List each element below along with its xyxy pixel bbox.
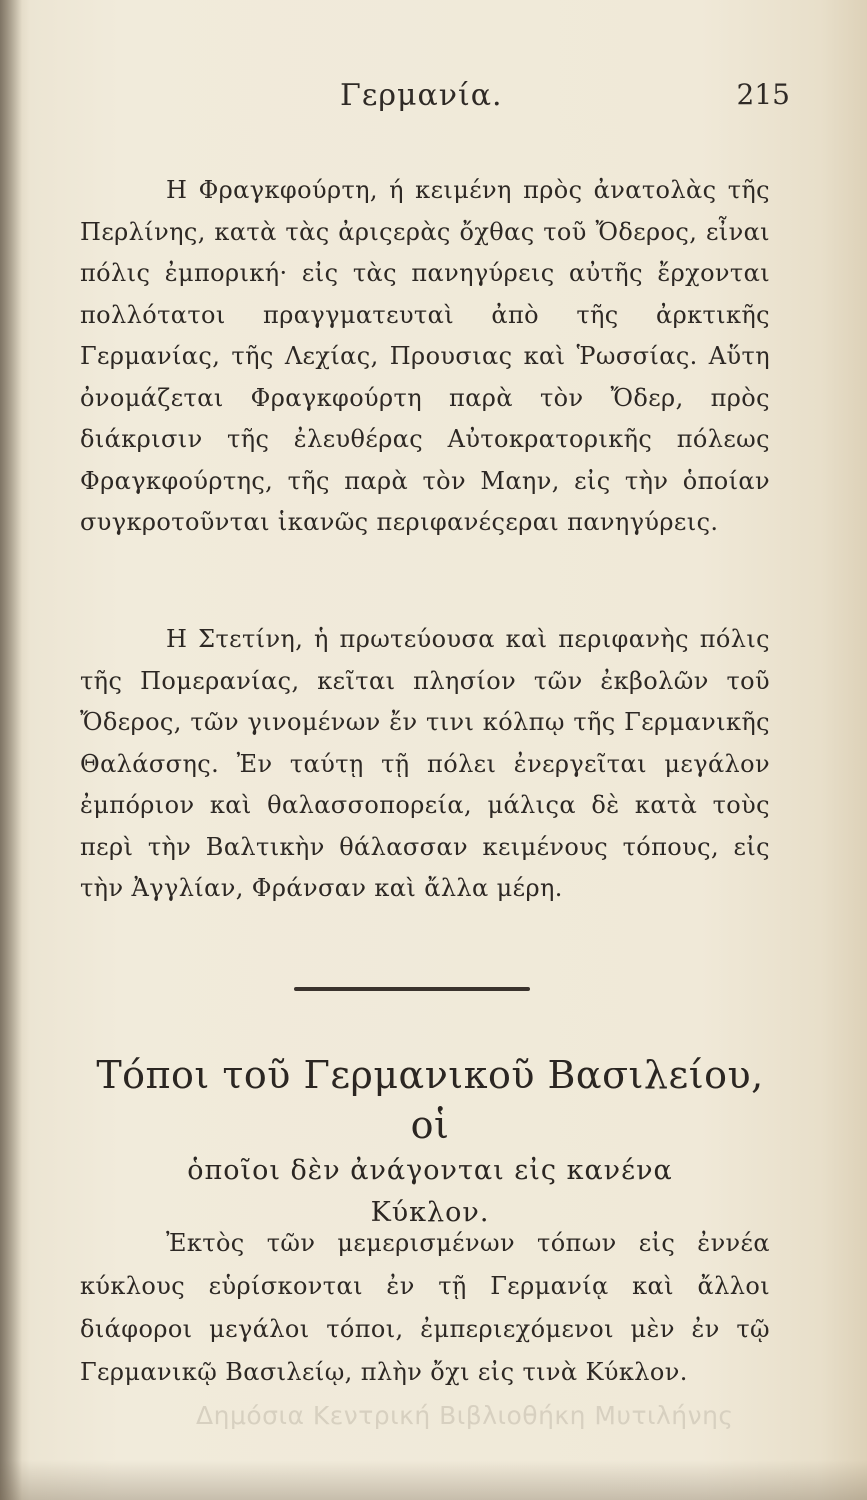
- spine-shadow: [0, 0, 22, 1500]
- section-heading: [80, 1050, 780, 1234]
- heading-line-2: ὁποῖοι δὲν ἀνάγονται εἰς κανένα: [187, 1155, 673, 1186]
- heading-line-1: Τόποι τοῦ Γερμανικοῦ Βασιλείου, οἱ: [96, 1053, 764, 1147]
- section-divider: [294, 987, 530, 991]
- running-title: Γερμανία.: [340, 78, 503, 113]
- paragraph-frankfurt: Η Φραγκφούρτη, ή κειμένη πρὸς ἀνατολὰς τῆς Περλίνης, κατὰ τὰς ἀριςερὰς ὄχθας τοῦ Ὄδερος, εἶναι πόλις ἐμπορική· εἰς τὰς πανηγύρεις αὐτῆς ἔρχονται πολλότατοι πραγγματευταὶ ἀπὸ τῆς ἀρκτικῆς Γερμανίας, τῆς Λεχίας, Προυσιας καὶ Ῥωσσίας. Αὕτη ὀνομάζεται Φραγκφούρτη παρὰ τὸν Ὄδερ, πρὸς διάκρισιν τῆς ἐλευθέρας Αὐτοκρατορικῆς πόλεως Φραγκφούρτης, τῆς παρὰ τὸν Μαην, εἰς τὴν ὁποίαν συγκροτοῦνται ἱκανῶς περιφανέςεραι πανηγύρεις.: [80, 176, 770, 536]
- paragraph-other-places: Ἐκτὸς τῶν μεμερισμένων τόπων εἰς ἐννέα κύκλους εὑρίσκονται ἐν τῇ Γερμανίᾳ καὶ ἄλλοι διάφοροι μεγάλοι τόποι, ἐμπεριεχόμενοι μὲν ἐν τῷ Γερμανικῷ Βασιλείῳ, πλὴν ὄχι εἰς τινὰ Κύκλον.: [80, 1229, 770, 1386]
- page-header: [60, 78, 790, 118]
- heading-line-3: Κύκλον.: [370, 1197, 490, 1228]
- page-number: 215: [736, 78, 790, 111]
- library-watermark: Δημόσια Κεντρική Βιβλιοθήκη Μυτιλήνης: [196, 1401, 734, 1430]
- paragraph-stettin: Η Στετίνη, ἡ πρωτεύουσα καὶ περιφανὴς πόλις τῆς Πομερανίας, κεῖται πλησίον τῶν ἐκβολῶν τοῦ Ὄδερος, τῶν γινομένων ἔν τινι κόλπῳ τῆς Γερμανικῆς Θαλάσσης. Ἐν ταύτῃ τῇ πόλει ἐνεργεῖται μεγάλον ἐμπόριον καὶ θαλασσοπορεία, μάλιςα δὲ κατὰ τοὺς περὶ τὴν Βαλτικὴν θάλασσαν κειμένους τόπους, εἰς τὴν Ἀγγλίαν, Φράνσαν καὶ ἄλλα μέρη.: [80, 625, 770, 902]
- page-bottom-shadow: [0, 1460, 867, 1500]
